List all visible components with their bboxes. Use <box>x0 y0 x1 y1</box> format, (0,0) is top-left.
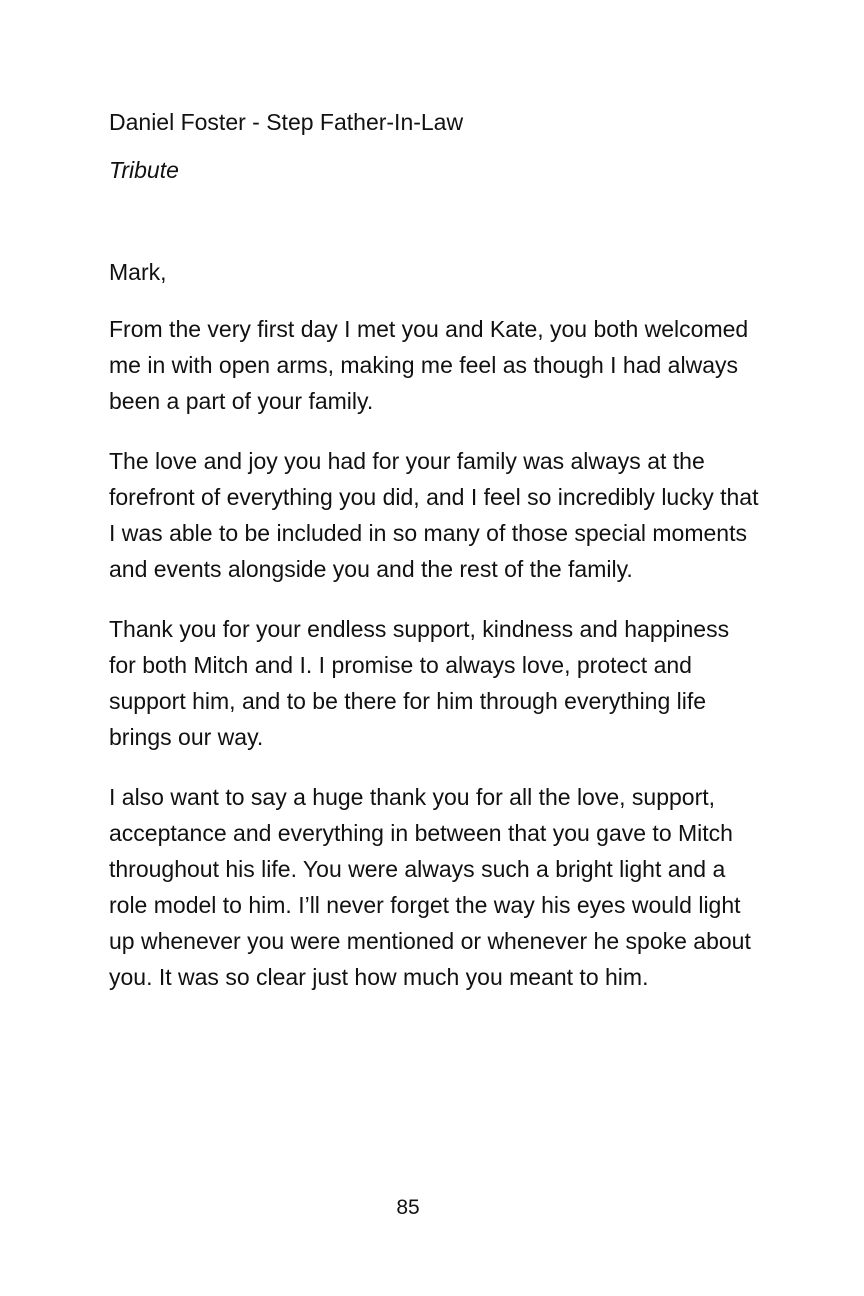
salutation: Mark, <box>109 259 167 285</box>
paragraph: Thank you for your endless support, kindness and happiness for both Mitch and I. I promise to always love, protect and support him, and to be there for him through everything life brings our way. <box>109 616 730 750</box>
letter-body <box>109 311 759 995</box>
paragraph: The love and joy you had for your family was always at the forefront of everything you did, and I feel so incredibly lucky that I was able to be included in so many of those special moments and events alongside you and the rest of the family. <box>109 448 759 582</box>
page-content <box>109 106 759 1019</box>
paragraph: I also want to say a huge thank you for all the love, support, acceptance and everything in between that you gave to Mitch throughout his life. You were always such a bright light and a role model to him. I’ll never forget the way his eyes would light up whenever you were mentioned or whenever he spoke about you. It was so clear just how much you meant to him. <box>109 784 751 990</box>
section-label: Tribute <box>109 157 179 183</box>
author-line: Daniel Foster - Step Father-In-Law <box>109 109 464 135</box>
page-number: 85 <box>396 1196 420 1219</box>
paragraph: From the very first day I met you and Kate, you both welcomed me in with open arms, making me feel as though I had always been a part of your family. <box>109 316 749 414</box>
